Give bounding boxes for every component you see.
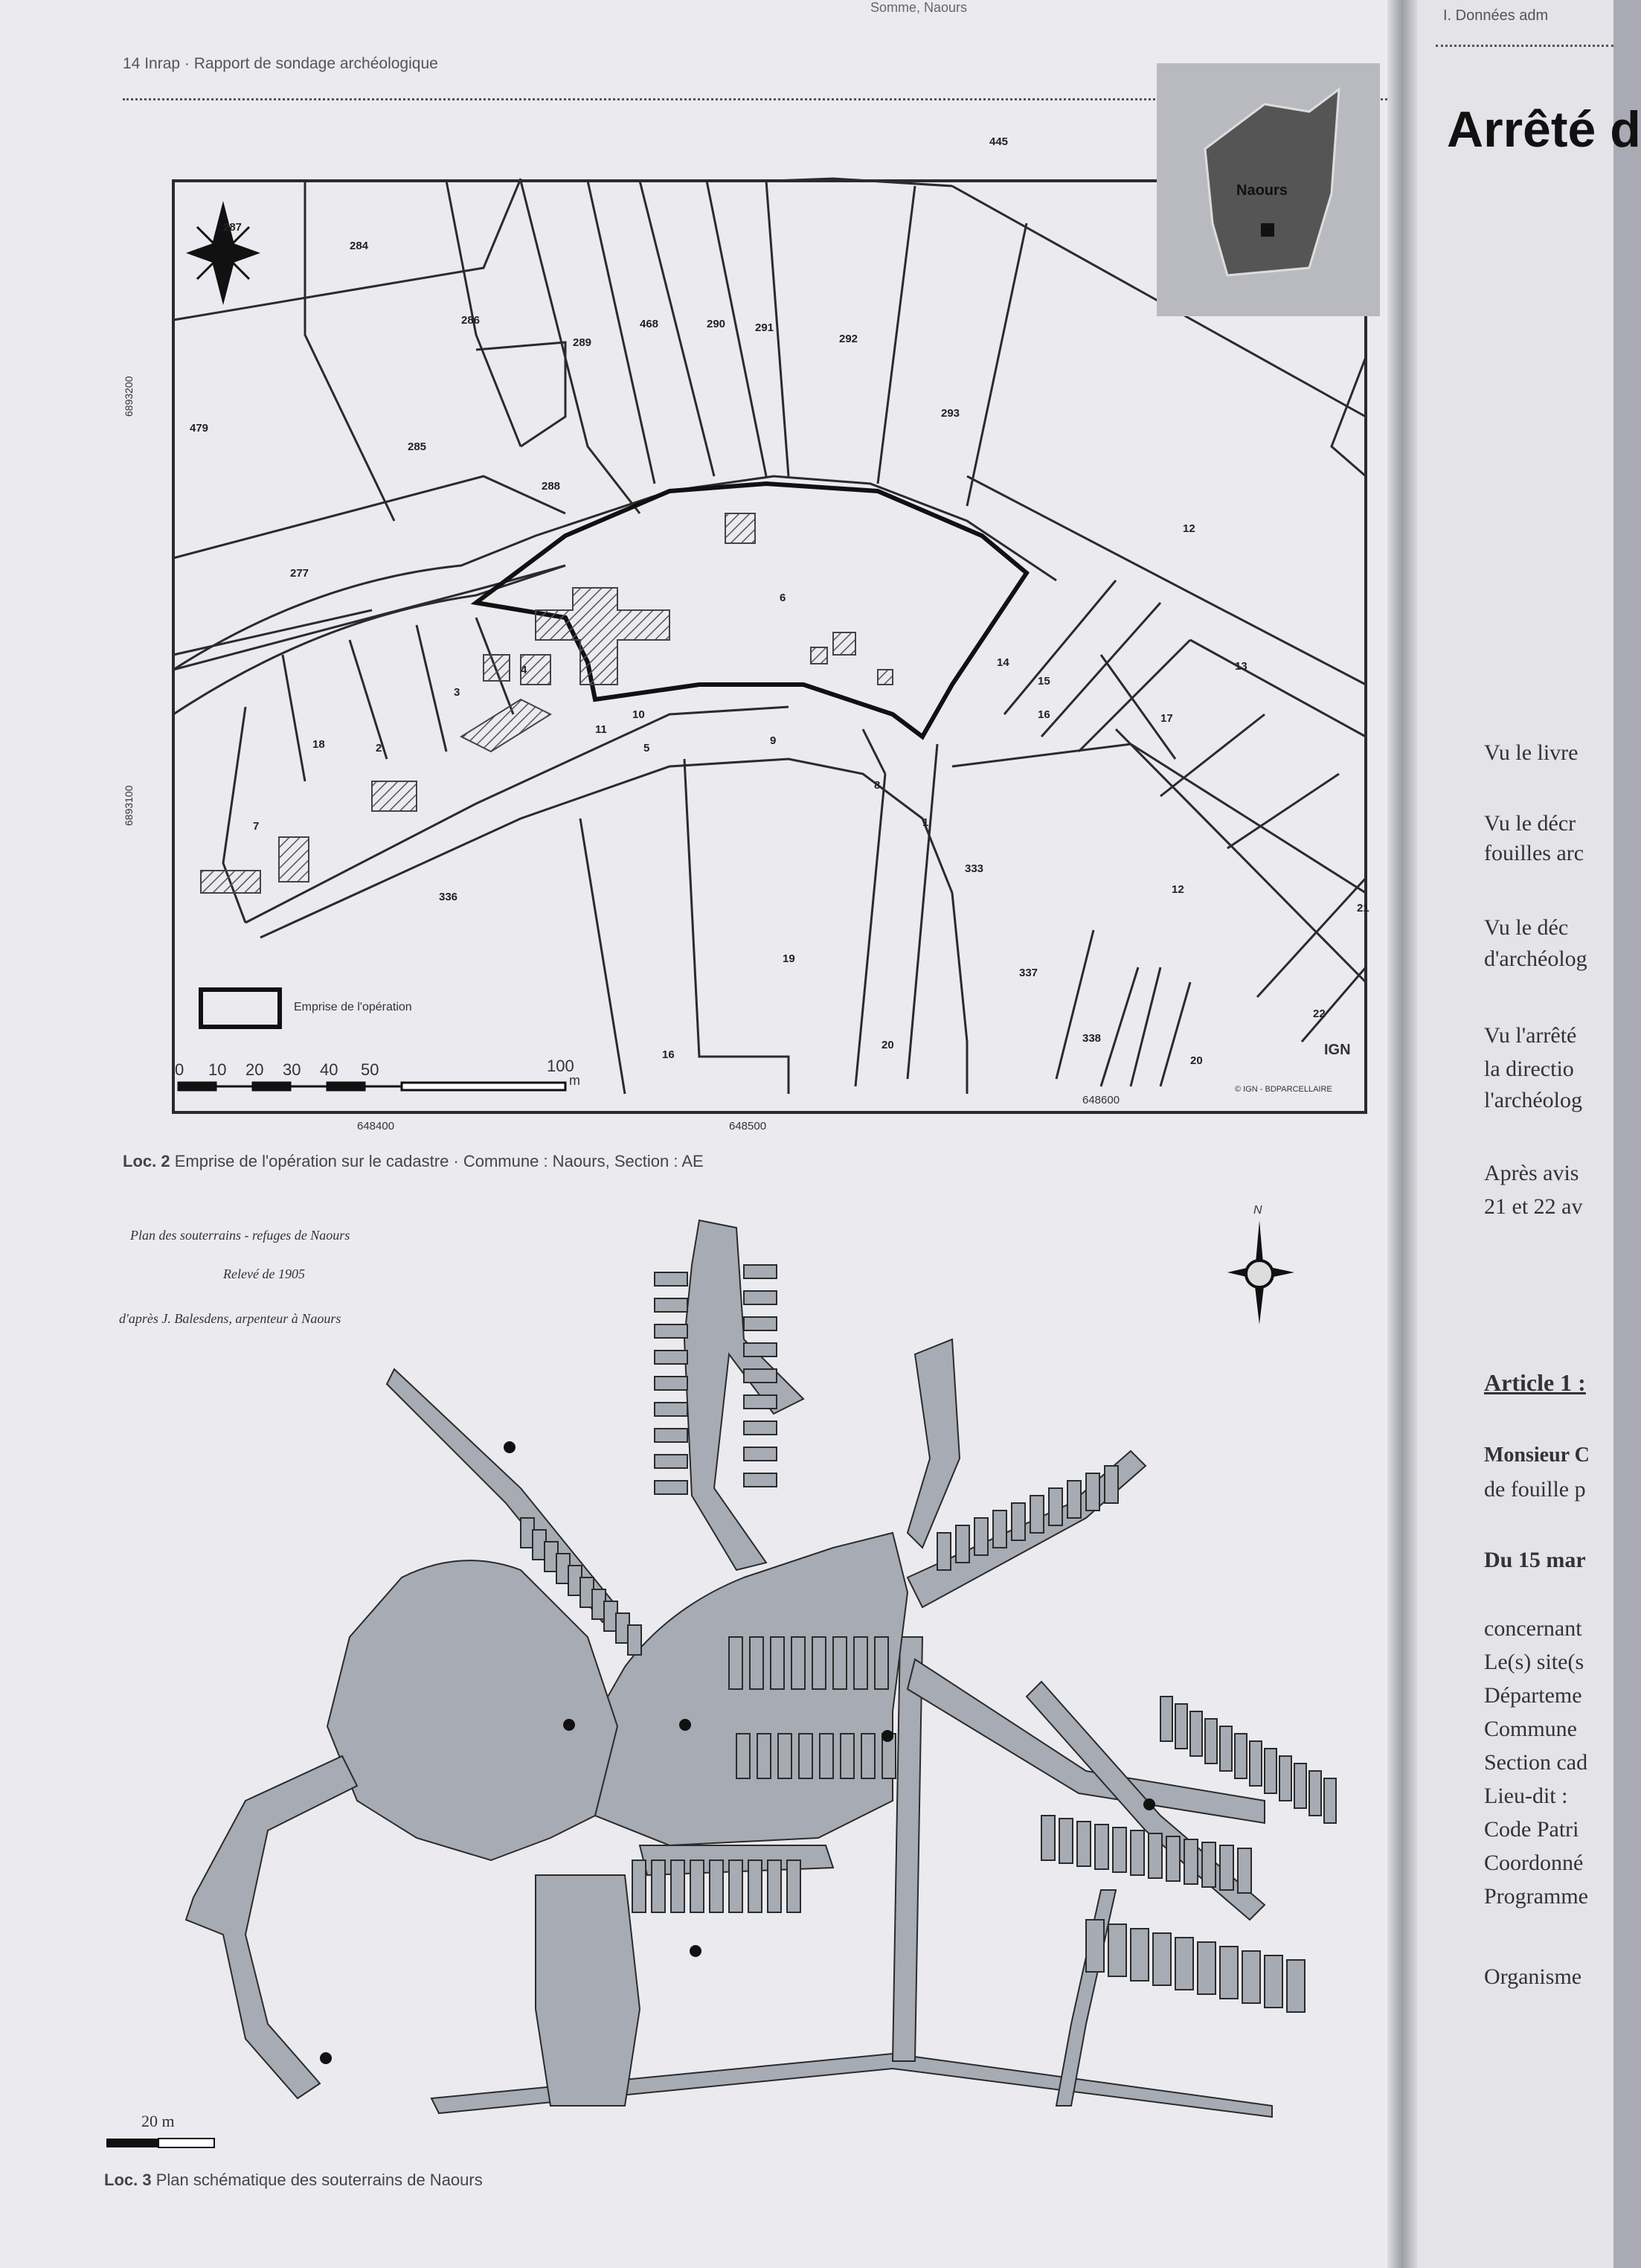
vu-4c: l'archéolog xyxy=(1484,1088,1583,1112)
tunnel-chamber xyxy=(744,1317,777,1330)
parcel-label: 16 xyxy=(662,1048,675,1061)
scale-0: 0 xyxy=(175,1060,184,1079)
tunnel-chamber xyxy=(671,1860,684,1912)
tunnel-chamber xyxy=(1265,1749,1276,1793)
organisme: Organisme xyxy=(1484,1964,1582,1989)
caption-2 xyxy=(104,2171,483,2190)
running-header-top: Somme, Naours xyxy=(870,0,968,15)
parcel-label: 286 xyxy=(461,314,481,327)
tunnel-chamber xyxy=(655,1298,687,1312)
tunnel-chamber xyxy=(861,1734,875,1778)
parcel-label: 9 xyxy=(770,734,777,747)
tunnel-chamber xyxy=(655,1403,687,1416)
parcel-label: 479 xyxy=(190,422,209,435)
vu-4: Vu l'arrêté xyxy=(1484,1023,1577,1048)
parcel-label: 19 xyxy=(783,952,795,965)
tunnel-chamber xyxy=(1166,1836,1180,1881)
parcel-label: 2 xyxy=(376,742,382,755)
parcel-label: 16 xyxy=(1038,708,1050,721)
page-header: 14 Inrap · Rapport de sondage archéologique xyxy=(123,55,438,72)
tunnel-chamber xyxy=(1175,1938,1193,1990)
tunnel-chamber xyxy=(1030,1496,1044,1533)
right-header-divider xyxy=(1436,45,1613,47)
tunnel-chamber xyxy=(744,1447,777,1461)
parcel-label: 21 xyxy=(1357,902,1369,914)
plan-title-2: Relevé de 1905 xyxy=(223,1266,305,1281)
parcel-label: 285 xyxy=(408,441,427,453)
parcel-label: 22 xyxy=(1313,1008,1326,1020)
monsieur-1: Monsieur C xyxy=(1484,1444,1590,1467)
apres-2: 21 et 22 av xyxy=(1484,1194,1583,1219)
tunnel-chamber xyxy=(937,1533,951,1570)
tunnel-chamber xyxy=(1012,1503,1025,1540)
tunnel-chamber xyxy=(1202,1842,1216,1887)
tunnel-chamber xyxy=(1049,1488,1062,1525)
parcel-label: 333 xyxy=(965,862,984,875)
tunnel-chamber xyxy=(875,1637,888,1689)
vu-2b: fouilles arc xyxy=(1484,841,1584,865)
tunnel-chamber xyxy=(729,1637,742,1689)
apres-1: Après avis xyxy=(1484,1161,1579,1185)
field-6: Lieu-dit : xyxy=(1484,1784,1568,1808)
tunnel-chamber xyxy=(744,1473,777,1487)
tunnel-chamber xyxy=(632,1860,646,1912)
legend-label: Emprise de l'opération xyxy=(294,1001,412,1013)
caption-1 xyxy=(123,1152,704,1171)
tunnel-chamber xyxy=(1108,1924,1126,1976)
tunnel-chamber xyxy=(1059,1819,1073,1863)
tunnel-chamber xyxy=(812,1637,826,1689)
tunnel-chamber xyxy=(628,1625,641,1655)
north-arrow-icon xyxy=(186,201,260,305)
tunnel-chamber xyxy=(655,1429,687,1442)
tunnel-chamber xyxy=(757,1734,771,1778)
right-header: I. Données adm xyxy=(1443,7,1549,24)
tunnel-chamber xyxy=(799,1734,812,1778)
tunnel-chamber xyxy=(854,1637,867,1689)
caption-2-prefix: Loc. 3 xyxy=(104,2171,152,2189)
field-5: Section cad xyxy=(1484,1750,1588,1775)
tunnel-chamber xyxy=(1086,1920,1104,1972)
tunnel-chamber xyxy=(1041,1816,1055,1860)
tunnel-chamber xyxy=(744,1421,777,1435)
right-page xyxy=(1398,0,1613,2268)
field-9: Programme xyxy=(1484,1884,1588,1909)
tunnel-chamber xyxy=(750,1637,763,1689)
field-4: Commune xyxy=(1484,1717,1577,1741)
parcel-label: 12 xyxy=(1183,522,1195,535)
parcel-label: 8 xyxy=(874,779,881,792)
tunnel-chamber xyxy=(1077,1822,1091,1866)
parcel-label: 337 xyxy=(1019,967,1038,979)
tunnel-chamber xyxy=(1113,1827,1126,1872)
tunnel-chamber xyxy=(710,1860,723,1912)
caption-1-text: Emprise de l'opération sur le cadastre · Commune : Naours, Section : AE xyxy=(174,1152,704,1170)
tunnel-chamber xyxy=(1175,1704,1187,1749)
tunnel-chamber xyxy=(1309,1771,1321,1816)
field-3: Départeme xyxy=(1484,1683,1582,1708)
northing-label-2: 6893100 xyxy=(123,785,135,826)
tunnel-chamber xyxy=(1242,1951,1260,2003)
tunnel-chamber xyxy=(778,1734,791,1778)
scale-10: 10 xyxy=(208,1060,227,1079)
tunnel-chamber xyxy=(1131,1830,1144,1875)
inset-label: Naours xyxy=(1236,182,1288,199)
tunnel-chamber xyxy=(1131,1929,1149,1981)
tunnel-chamber xyxy=(771,1637,784,1689)
tunnel-chamber xyxy=(768,1860,781,1912)
scale-50: 50 xyxy=(361,1060,379,1079)
tunnel-chamber xyxy=(744,1395,777,1409)
tunnel-chamber xyxy=(1067,1481,1081,1518)
tunnel-chamber xyxy=(787,1860,800,1912)
tunnel-chamber xyxy=(1220,1726,1232,1771)
caption-2-text: Plan schématique des souterrains de Naours xyxy=(155,2171,483,2189)
parcel-label: 292 xyxy=(839,333,858,345)
tunnel-chamber xyxy=(744,1369,777,1383)
field-2: Le(s) site(s xyxy=(1484,1650,1584,1674)
vu-2: Vu le décr xyxy=(1484,811,1576,836)
parcel-label: 277 xyxy=(290,567,309,580)
tunnel-chamber xyxy=(690,1860,704,1912)
ign-logo: IGN xyxy=(1324,1042,1351,1058)
tunnel-chamber xyxy=(1086,1473,1099,1511)
tunnel-chamber xyxy=(655,1324,687,1338)
tunnel-chamber xyxy=(1294,1764,1306,1808)
tunnel-chamber xyxy=(833,1637,847,1689)
tunnel-chamber xyxy=(652,1860,665,1912)
parcel-label: 293 xyxy=(941,407,960,420)
tunnel-chamber xyxy=(1198,1942,1216,1994)
monsieur-2: de fouille p xyxy=(1484,1477,1586,1502)
tunnel-chamber xyxy=(820,1734,833,1778)
easting-label-1: 648400 xyxy=(357,1120,395,1133)
plan-title-1: Plan des souterrains - refuges de Naours xyxy=(130,1228,350,1243)
parcel-label: 20 xyxy=(881,1039,894,1051)
tunnel-chamber xyxy=(655,1351,687,1364)
tunnel-chamber xyxy=(1190,1711,1202,1756)
tunnel-chamber xyxy=(655,1481,687,1494)
compass-rose-icon xyxy=(1227,1220,1294,1324)
cadastre-map xyxy=(119,60,1398,1146)
field-8: Coordonné xyxy=(1484,1851,1584,1875)
easting-label-3: 648600 xyxy=(1082,1094,1120,1106)
field-7: Code Patri xyxy=(1484,1817,1579,1842)
parcel-label: 7 xyxy=(253,820,260,833)
tunnel-chamber xyxy=(1184,1839,1198,1884)
parcel-label: 11 xyxy=(595,723,607,736)
parcel-label: 468 xyxy=(640,318,659,330)
tunnel-chamber xyxy=(1238,1848,1251,1893)
parcel-label: 18 xyxy=(312,738,325,751)
tunnel-chamber xyxy=(744,1343,777,1356)
parcel-label: 284 xyxy=(350,240,369,252)
tunnel-chamber xyxy=(655,1377,687,1390)
tunnel-chamber xyxy=(1324,1778,1336,1823)
easting-label-2: 648500 xyxy=(729,1120,767,1133)
parcel-label: 17 xyxy=(1160,712,1173,725)
parcel-label: 4 xyxy=(521,664,527,676)
parcel-label: 20 xyxy=(1190,1054,1203,1067)
parcel-label: 288 xyxy=(542,480,561,493)
copyright: © IGN - BDPARCELLAIRE xyxy=(1235,1085,1332,1094)
tunnel-chamber xyxy=(1279,1756,1291,1801)
article-1: Article 1 : xyxy=(1484,1369,1586,1396)
field-1: concernant xyxy=(1484,1616,1582,1641)
parcel-label: 3 xyxy=(454,686,460,699)
tunnel-chamber xyxy=(1235,1734,1247,1778)
tunnel-chamber xyxy=(729,1860,742,1912)
scale-unit: m xyxy=(569,1073,580,1088)
tunnel-chamber xyxy=(655,1455,687,1468)
parcel-label: 338 xyxy=(1082,1032,1102,1045)
tunnel-chamber xyxy=(993,1511,1006,1548)
tunnel-chamber xyxy=(748,1860,762,1912)
parcel-label: 15 xyxy=(1038,675,1050,688)
northing-label-1: 6893200 xyxy=(123,376,135,417)
plan-scale-label: 20 m xyxy=(141,2112,175,2130)
parcel-label: 445 xyxy=(989,135,1009,148)
parcel-label: 287 xyxy=(223,221,243,234)
tunnel-chamber xyxy=(1250,1741,1262,1786)
caption-1-prefix: Loc. 2 xyxy=(123,1152,170,1170)
du-15: Du 15 mar xyxy=(1484,1548,1586,1572)
right-title: Arrêté d xyxy=(1447,101,1641,158)
scale-100: 100 xyxy=(547,1057,574,1075)
tunnel-chamber xyxy=(1105,1466,1118,1503)
tunnel-chamber xyxy=(1160,1697,1172,1741)
vu-3b: d'archéolog xyxy=(1484,946,1587,971)
compass-n-label: N xyxy=(1253,1204,1262,1217)
parcel-label: 14 xyxy=(997,656,1009,669)
parcel-label: 290 xyxy=(707,318,726,330)
tunnel-chamber xyxy=(956,1525,969,1563)
parcel-label: 6 xyxy=(780,592,786,604)
scale-40: 40 xyxy=(320,1060,338,1079)
vu-3: Vu le déc xyxy=(1484,915,1569,940)
tunnel-chamber xyxy=(736,1734,750,1778)
parcel-label: 291 xyxy=(755,321,774,334)
parcel-label: 10 xyxy=(632,708,645,721)
tunnel-chamber xyxy=(1265,1955,1282,2008)
parcel-label: 5 xyxy=(643,742,650,755)
plan-title-3: d'après J. Balesdens, arpenteur à Naours xyxy=(119,1311,341,1326)
tunnel-chamber xyxy=(1095,1825,1108,1869)
scale-20: 20 xyxy=(245,1060,264,1079)
tunnel-chamber xyxy=(1205,1719,1217,1764)
tunnel-chamber xyxy=(841,1734,854,1778)
parcel-label: 289 xyxy=(573,336,592,349)
tunnel-plan xyxy=(89,1205,1354,2188)
parcel-label: 1 xyxy=(922,816,929,829)
parcel-label: 12 xyxy=(1172,883,1184,896)
tunnel-chamber xyxy=(1220,1845,1233,1890)
vu-1: Vu le livre xyxy=(1484,740,1579,765)
tunnel-chamber xyxy=(1149,1833,1162,1878)
tunnel-chamber xyxy=(1220,1947,1238,1999)
parcel-label: 13 xyxy=(1235,660,1247,673)
vu-4b: la directio xyxy=(1484,1057,1574,1081)
tunnel-chamber xyxy=(1287,1960,1305,2012)
tunnel-chamber xyxy=(744,1291,777,1304)
tunnel-chamber xyxy=(655,1272,687,1286)
tunnel-chamber xyxy=(791,1637,805,1689)
tunnel-chamber xyxy=(744,1265,777,1278)
tunnel-chamber xyxy=(1153,1933,1171,1985)
tunnel-chamber xyxy=(974,1518,988,1555)
scale-30: 30 xyxy=(283,1060,301,1079)
parcel-label: 336 xyxy=(439,891,458,903)
